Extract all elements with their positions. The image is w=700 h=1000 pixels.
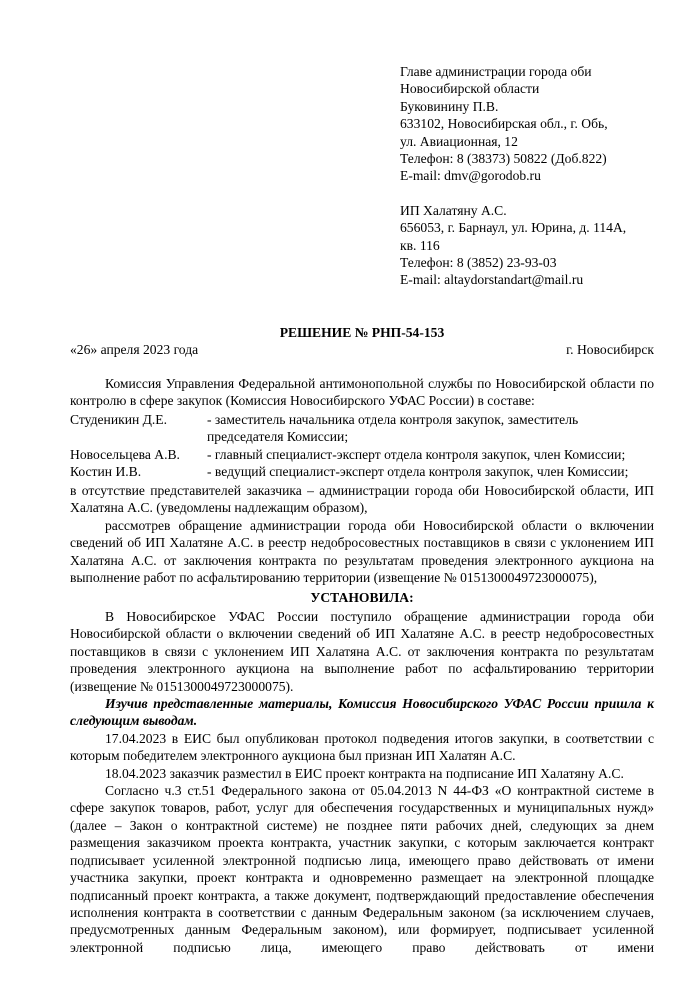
considered-paragraph: рассмотрев обращение администрации города оби Новосибирской области о включении сведений об ИП Халатяне А.С. в реестр недобросовестных поставщиков в связи с уклонением ИП Халатяна А.С. от заключения контракта по результатам проведения электронного аукциона на выполнение работ по асфальтированию территории (извещение № 0151300049723000075), [70, 518, 654, 586]
commission-intro: Комиссия Управления Федеральной антимонопольной службы по Новосибирской области по контролю в сфере закупок (Комиссия Новосибирского УФАС России) в составе: [70, 376, 654, 409]
paragraph-protocol: 17.04.2023 в ЕИС был опубликован протокол подведения итогов закупки, в соответствии с которым победителем электронного аукциона был признан ИП Халатян А.С. [70, 730, 654, 764]
recipient1-line: Новосибирской области [400, 81, 540, 97]
member-name: Студеникин Д.Е. [70, 412, 168, 427]
decision-date: «26» апреля 2023 года [70, 342, 199, 357]
commission-members [70, 411, 654, 481]
member-row [70, 446, 654, 463]
established-body [70, 608, 654, 956]
member-role: - ведущий специалист-эксперт отдела контроля закупок, член Комиссии; [207, 464, 629, 480]
recipient2-line: Телефон: 8 (3852) 23-93-03 [400, 255, 557, 271]
recipient-block-administration [400, 63, 690, 289]
decision-title: РЕШЕНИЕ № РНП-54-153 [279, 325, 445, 340]
recipient1-email: E-mail: dmv@gorodob.ru [400, 168, 541, 184]
decision-city: г. Новосибирск [566, 342, 654, 357]
member-role: - главный специалист-эксперт отдела контроля закупок, член Комиссии; [207, 446, 626, 462]
established-heading: УСТАНОВИЛА: [310, 590, 414, 605]
recipient1-line: Буковинину П.В. [400, 98, 499, 114]
paragraph-appeal: В Новосибирское УФАС России поступило обращение администрации города оби Новосибирской области о включении сведений об ИП Халатяне А.С. в реестр недобросовестных поставщиков в связи с уклонением ИП Халатяна А.С. от заключения контракта по результатам проведения электронного аукциона на выполнение работ по асфальтированию территории (извещение № 0151300049723000075). [70, 609, 654, 694]
paragraph-draft-contract: 18.04.2023 заказчик разместил в ЕИС проект контракта на подписание ИП Халатяну А.С. [105, 765, 624, 781]
recipient2-line: кв. 116 [400, 237, 440, 253]
member-row [70, 463, 654, 480]
recipient1-line: Главе администрации города оби [400, 64, 592, 79]
member-role: - заместитель начальника отдела контроля закупок, заместитель председателя Комиссии; [207, 412, 579, 445]
member-name: Новосельцева А.В. [70, 446, 180, 462]
member-row [70, 411, 654, 446]
paragraph-law-reference: Согласно ч.3 ст.51 Федерального закона от 05.04.2013 N 44-ФЗ «О контрактной системе в сфере закупок товаров, работ, услуг для обеспечения государственных и муниципальных нужд» (далее – Закон о контрактной системе) не позднее пяти рабочих дней, следующих за днем размещения заказчиком проекта контракта, участник закупки, с которым заключается контракт подписывает усиленной электронной подписью лица, имеющего право действовать от имени участника закупки, проект контракта и одновременно размещает на электронной площадке подписанный проект контракта, а также документ, подтверждающий предоставление обеспечения исполнения контракта в соответствии с данным Федеральным законом (за исключением случаев, предусмотренных данным Федеральным законом), или формирует, подписывает усиленной электронной подписью лица, имеющего право действовать от имени [70, 783, 654, 955]
member-name: Костин И.В. [70, 464, 142, 480]
date-place-row [70, 341, 654, 358]
absence-paragraph: в отсутствие представителей заказчика – администрации города оби Новосибирской области, ИП Халатяна А.С. (уведомлены надлежащим образом), [70, 483, 654, 516]
recipient1-line: ул. Авиационная, 12 [400, 133, 518, 149]
recipient1-line: 633102, Новосибирская обл., г. Обь, [400, 116, 608, 132]
recipient2-line: 656053, г. Барнаул, ул. Юрина, д. 114А, [400, 220, 627, 236]
paragraph-conclusions: Изучив представленные материалы, Комиссия Новосибирского УФАС России пришла к следующим выводам. [70, 696, 654, 729]
recipient1-line: Телефон: 8 (38373) 50822 (Доб.822) [400, 151, 607, 167]
recipient2-line: ИП Халатяну А.С. [400, 202, 507, 218]
recipient2-email: E-mail: altaydorstandart@mail.ru [400, 272, 584, 288]
